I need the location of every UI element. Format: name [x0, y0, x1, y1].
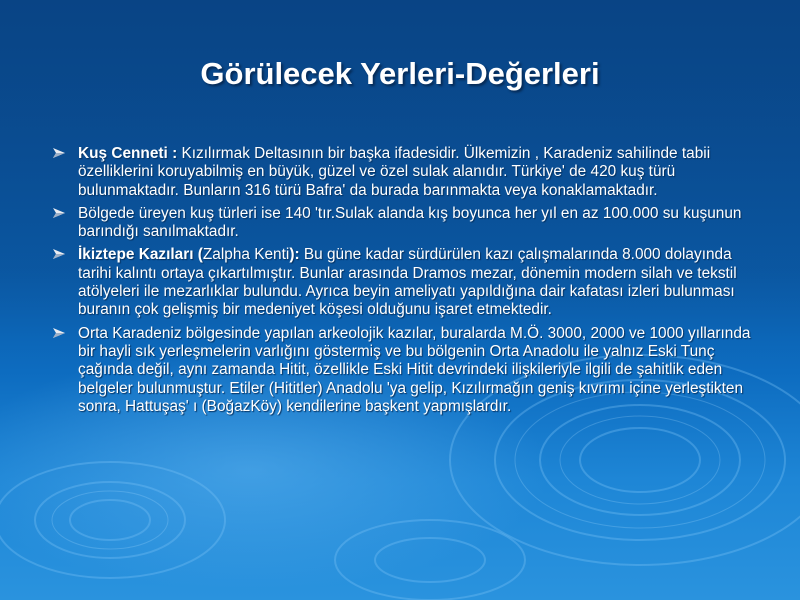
- bullet-item-kus-cenneti: [52, 145, 752, 200]
- slide-title: Görülecek Yerleri-Değerleri: [200, 56, 600, 91]
- bullet-heading-close: ):: [289, 246, 300, 264]
- arrow-bullet-icon: [52, 326, 66, 340]
- bullet-text: Orta Karadeniz bölgesinde yapılan arkeolojik kazılar, buralarda M.Ö. 3000, 2000 ve 1000 yıllarında bir hayli sık yerleşmelerin varlığını göstermiş ve bu bölgenin Orta Anadolu ile yalnız Eski Tunç çağında değil, aynı zamanda Hitit, özellikle Eski Hitit devrindeki ilişkileriyle ilgili de şahitlik eden belgeler bulunmuştur. Etiler (Hititler) Anadolu 'ya gelip, Kızılırmağın geniş kıvrımı içine yerleştikten sonra, Hattuşaş' ı (BoğazKöy) kendilerine başkent yapmışlardır.: [78, 324, 751, 415]
- bullet-item-kus-turleri: [52, 205, 752, 242]
- bullet-heading: İkiztepe Kazıları (: [78, 246, 203, 264]
- bullet-item-ikiztepe: [52, 246, 752, 319]
- bullet-text: Bölgede üreyen kuş türleri ise 140 'tır.Sulak alanda kış boyunca her yıl en az 100.000 su kuşunun barındığı sanılmaktadır.: [78, 204, 742, 241]
- arrow-bullet-icon: [52, 247, 66, 261]
- bullet-text: Bu güne kadar sürdürülen kazı çalışmalarında 8.000 dolayında tarihi kalıntı ortaya çıkartılmıştır. Bunlar arasında Dramos mezar, dönemin modern silah ve tekstil atölyeleri ile mezarlıklar bulundu. Ayrıca beyin ameliyatı yapıldığına dair kafatası izleri bulunması buranın çok gelişmiş bir medeniyet köşesi olduğunu işaret etmektedir.: [78, 246, 737, 319]
- bullet-list: [52, 145, 752, 421]
- arrow-bullet-icon: [52, 146, 66, 160]
- arrow-bullet-icon: [52, 206, 66, 220]
- bullet-subheading: Zalpha Kenti: [202, 246, 290, 264]
- bullet-item-orta-karadeniz: [52, 325, 752, 416]
- bullet-text: Kızılırmak Deltasının bir başka ifadesidir. Ülkemizin , Karadeniz sahilinde tabii özelliklerini koruyabilmiş en büyük, güzel ve özel sulak alanıdır. Türkiye' de 420 kuş türü bulunmaktadır. Bunların 316 türü Bafra' da burada barınmakta veya konaklamaktadır.: [78, 145, 711, 199]
- bullet-heading: Kuş Cenneti :: [78, 145, 178, 162]
